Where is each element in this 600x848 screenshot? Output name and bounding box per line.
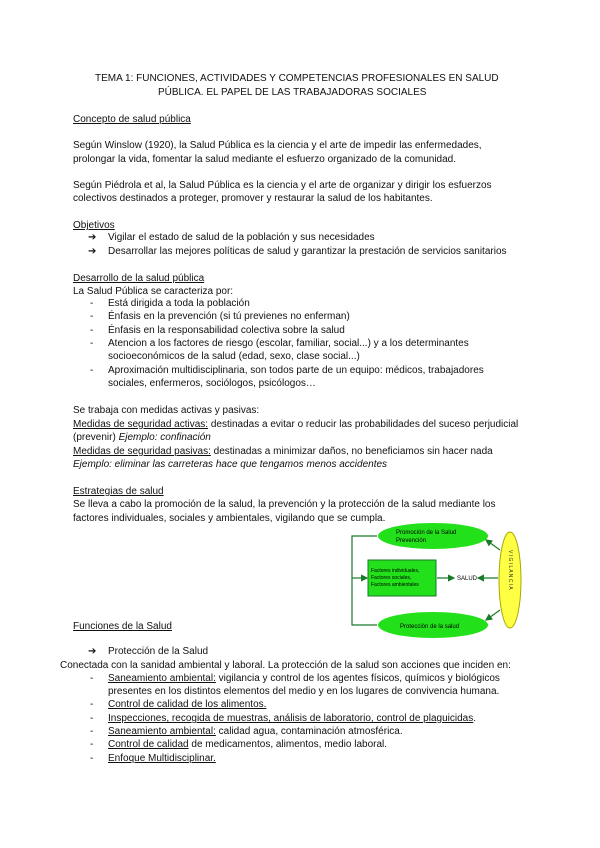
desarrollo-item: Aproximación multidisciplinaria, son todos parte de un equipo: médicos, trabajadores	[108, 365, 484, 376]
salud-center-label: SALUD	[457, 576, 478, 582]
vigilancia-to-top-arrow	[486, 540, 500, 550]
funciones-item-5	[108, 739, 387, 750]
dash-bullet: -	[90, 311, 94, 322]
dash-bullet: -	[90, 325, 94, 336]
funciones-item-3-end: .	[473, 713, 476, 724]
estrategias-line1: Se lleva a cabo la promoción de la salud, la prevención y la protección de la salud mediante los	[73, 499, 496, 510]
factores-box-line3: Factores ambientales	[371, 582, 419, 588]
dash-bullet: -	[90, 338, 94, 349]
dash-bullet: -	[90, 726, 94, 737]
funciones-item-1	[108, 673, 500, 684]
medidas-pasivas-label: Medidas de seguridad pasivas:	[73, 446, 211, 457]
page-title-line1: TEMA 1: FUNCIONES, ACTIVIDADES Y COMPETENCIAS PROFESIONALES EN SALUD	[95, 73, 499, 84]
paragraph-piedrola-line2: colectivos destinados a proteger, promover y restaurar la salud de los habitantes.	[73, 193, 433, 204]
section-heading-objetivos: Objetivos	[73, 220, 115, 231]
factores-box-line1: Factores individuales,	[371, 568, 420, 574]
desarrollo-item: Está dirigida a toda la población	[108, 298, 250, 309]
paragraph-winslow-line2: prolongar la vida, fomentar la salud mediante el esfuerzo organizado de la comunidad.	[73, 154, 457, 165]
medidas-activas-l2-text: (prevenir)	[73, 432, 119, 443]
funciones-item-4	[108, 726, 403, 737]
dash-bullet: -	[90, 673, 94, 684]
dash-bullet: -	[90, 298, 94, 309]
dash-bullet: -	[90, 365, 94, 376]
objetivo-item: Vigilar el estado de salud de la población y sus necesidades	[108, 232, 375, 243]
medidas-pasivas-text: destinadas a minimizar daños, no beneficiamos sin hacer nada	[210, 446, 493, 457]
funciones-item-2: Control de calidad de los alimentos.	[108, 699, 267, 710]
salud-strategy-diagram	[340, 520, 530, 644]
medidas-activas-label: Medidas de seguridad activas:	[73, 419, 209, 430]
paragraph-winslow-line1: Según Winslow (1920), la Salud Pública es la ciencia y el arte de impedir las enfermedades,	[73, 140, 482, 151]
funciones-item-5-text: de medicamentos, alimentos, medio laboral.	[188, 739, 388, 750]
section-heading-concepto: Concepto de salud pública	[73, 114, 191, 125]
dash-bullet: -	[90, 713, 94, 724]
page-title-line2: PÚBLICA. EL PAPEL DE LAS TRABAJADORAS SOCIALES	[158, 87, 427, 98]
medidas-activas-text: destinadas a evitar o reducir las probabilidades del suceso perjudicial	[208, 419, 519, 430]
vigilancia-label: V I G I L A N C I A	[507, 550, 513, 590]
promocion-oval-label: Promoción de la Salud	[396, 530, 457, 536]
medidas-activas-line2	[73, 431, 211, 444]
promocion-oval	[378, 523, 488, 549]
desarrollo-item: Atencion a los factores de riesgo (escolar, familiar, social...) y a los determinantes	[108, 338, 469, 349]
proteccion-oval-label: Protección de la salud	[400, 624, 460, 630]
section-heading-estrategias: Estrategias de salud	[73, 486, 164, 497]
factores-box-line2: Factores sociales,	[371, 575, 412, 581]
objetivo-item: Desarrollar las mejores políticas de salud y garantizar la prestación de servicios sanitarios	[108, 246, 507, 257]
medidas-activas-example: Ejemplo: confinación	[118, 432, 211, 443]
funciones-item-1-text: vigilancia y control de los agentes físicos, químicos y biológicos	[215, 673, 500, 684]
desarrollo-intro: La Salud Pública se caracteriza por:	[73, 286, 234, 297]
funciones-item-3-text: Inspecciones, recogida de muestras, análisis de laboratorio, control de plaguicidas	[108, 713, 474, 724]
medidas-activas-line1	[73, 418, 518, 431]
desarrollo-item: Énfasis en la prevención (si tú previenes no enferman)	[108, 311, 350, 322]
prevencion-oval-label: Prevención	[396, 538, 427, 544]
medidas-pasivas-example: Ejemplo: eliminar las carreteras hace que tengamos menos accidentes	[73, 459, 388, 470]
paragraph-piedrola-line1: Según Piédrola et al, la Salud Pública es la ciencia y el arte de organizar y dirigir los esfuerzos	[73, 180, 492, 191]
dash-bullet: -	[90, 699, 94, 710]
desarrollo-item: Énfasis en la responsabilidad colectiva sobre la salud	[108, 325, 345, 336]
medidas-pasivas-line1	[73, 445, 493, 458]
desarrollo-item-continuation: socioeconómicos de la salud (edad, sexo, clase social...)	[108, 351, 360, 362]
funciones-item-3	[108, 713, 476, 724]
funciones-intro: Conectada con la sanidad ambiental y laboral. La protección de la salud son acciones que inciden en:	[60, 660, 511, 671]
estrategias-line2: factores individuales, sociales y ambientales, vigilando que se cumpla.	[73, 513, 386, 524]
arrow-bullet-icon: ➔	[88, 246, 97, 257]
medidas-intro: Se trabaja con medidas activas y pasivas:	[73, 405, 260, 416]
funciones-item-4-label: Saneamiento ambiental:	[108, 726, 216, 737]
funciones-item-1-continuation: presentes en los distintos elementos del medio y en los lugares de convivencia humana.	[108, 686, 500, 697]
section-heading-funciones: Funciones de la Salud	[73, 621, 172, 632]
funciones-item-1-label: Saneamiento ambiental:	[108, 673, 216, 684]
funciones-item-5-label: Control de calidad	[108, 739, 189, 750]
desarrollo-item-continuation: sociales, enfermeros, sociólogos, psicólogos…	[108, 378, 316, 389]
dash-bullet: -	[90, 739, 94, 750]
funciones-subheading: Protección de la Salud	[108, 646, 209, 657]
arrow-bullet-icon: ➔	[88, 232, 97, 243]
funciones-item-6: Enfoque Multidisciplinar.	[108, 753, 216, 764]
funciones-item-4-text: calidad agua, contaminación atmosférica.	[215, 726, 403, 737]
vigilancia-to-bottom-arrow	[486, 610, 500, 620]
dash-bullet: -	[90, 753, 94, 764]
section-heading-desarrollo: Desarrollo de la salud pública	[73, 273, 205, 284]
arrow-bullet-icon: ➔	[88, 646, 97, 657]
